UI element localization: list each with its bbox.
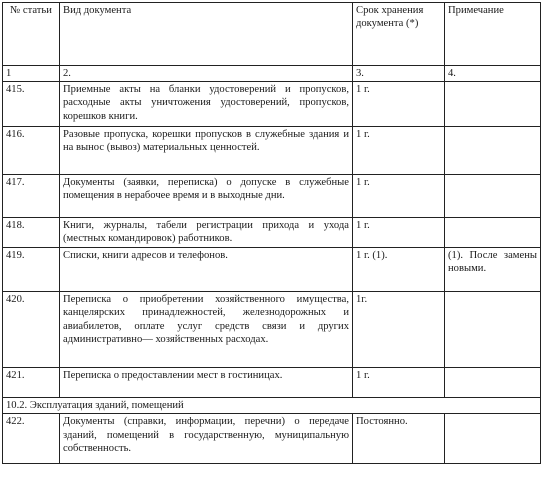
article-number: 422. — [3, 414, 60, 464]
header-document-type: Вид документа — [60, 3, 353, 66]
document-type: Переписка о приобретении хозяйственного имущества, канцелярских принадлежностей, железнодорожных и авиабилетов, оплате услуг средств связи и других административно— хозяйственных расходах. — [60, 292, 353, 368]
article-number: 419. — [3, 248, 60, 292]
section-title: 10.2. Эксплуатация зданий, помещений — [3, 398, 541, 414]
document-type: Списки, книги адресов и телефонов. — [60, 248, 353, 292]
index-row — [3, 66, 541, 82]
note — [445, 292, 541, 368]
header-note: Примечание — [445, 3, 541, 66]
note — [445, 175, 541, 218]
header-article-number: № статьи — [3, 3, 60, 66]
note — [445, 414, 541, 464]
table-row — [3, 248, 541, 292]
index-cell: 2. — [60, 66, 353, 82]
index-cell: 4. — [445, 66, 541, 82]
table-row — [3, 414, 541, 464]
records-table — [2, 2, 541, 464]
retention-term: 1 г. — [353, 127, 445, 175]
table-row — [3, 175, 541, 218]
note — [445, 82, 541, 127]
table-row — [3, 218, 541, 248]
article-number: 416. — [3, 127, 60, 175]
document-type: Документы (справки, информации, перечни) о передаче зданий, помещений в государственную, муниципальную собственность. — [60, 414, 353, 464]
article-number: 420. — [3, 292, 60, 368]
index-cell: 3. — [353, 66, 445, 82]
header-retention-term: Срок хранения документа (*) — [353, 3, 445, 66]
retention-term: 1 г. — [353, 175, 445, 218]
document-type: Документы (заявки, переписка) о допуске в служебные помещения в нерабочее время и в выходные дни. — [60, 175, 353, 218]
article-number: 421. — [3, 368, 60, 398]
document-type: Разовые пропуска, корешки пропусков в служебные здания и на вынос (вывоз) материальных ценностей. — [60, 127, 353, 175]
retention-term: 1 г. — [353, 218, 445, 248]
retention-term: 1г. — [353, 292, 445, 368]
retention-term: 1 г. — [353, 368, 445, 398]
index-cell: 1 — [3, 66, 60, 82]
note — [445, 218, 541, 248]
document-type: Книги, журналы, табели регистрации прихода и ухода (местных командировок) работников. — [60, 218, 353, 248]
retention-term: 1 г. (1). — [353, 248, 445, 292]
retention-term: Постоянно. — [353, 414, 445, 464]
header-row — [3, 3, 541, 66]
note — [445, 127, 541, 175]
table-row — [3, 368, 541, 398]
document-type: Переписка о предоставлении мест в гостиницах. — [60, 368, 353, 398]
table-row — [3, 82, 541, 127]
document-type: Приемные акты на бланки удостоверений и пропусков, расходные акты уничтожения удостоверений, пропусков, корешков книги. — [60, 82, 353, 127]
article-number: 415. — [3, 82, 60, 127]
table-row — [3, 127, 541, 175]
section-row — [3, 398, 541, 414]
note: (1). После замены новыми. — [445, 248, 541, 292]
article-number: 417. — [3, 175, 60, 218]
note — [445, 368, 541, 398]
retention-term: 1 г. — [353, 82, 445, 127]
article-number: 418. — [3, 218, 60, 248]
table-row — [3, 292, 541, 368]
